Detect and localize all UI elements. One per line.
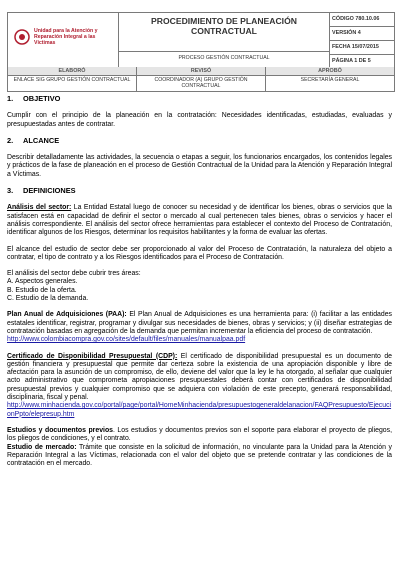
unidad-victimas-logo-icon [14,29,30,45]
definition-text: El Plan Anual de Adquisiciones es una herramienta para: (i) facilitar a las entidades estatales identificar, registrar, programar y divulgar sus necesidades de bienes, obras y servicios; y (ii) diseñar estrategias de contratación basadas en agregación de la demanda que permitan incrementar la eficiencia del proceso de contratación. [7,311,392,335]
list-item: C. Estudio de la demanda. [7,295,89,303]
paa-link[interactable]: http://www.colombiacompra.gov.co/sites/default/files/manuales/manualpaa.pdf [7,336,246,344]
document-date: FECHA 15/07/2015 [330,41,394,55]
sig-header-elaboro: ELABORÓ [8,67,137,76]
definition-analisis-sector [7,204,392,237]
document-version: VERSIÓN 4 [330,27,394,41]
document-header [7,12,395,68]
process-name: PROCESO GESTIÓN CONTRACTUAL [119,51,329,61]
sig-value-aprobo: SECRETARÍA GENERAL [300,77,360,83]
logo-text: Unidad para la Atención y Reparación Integral a las Víctimas [34,28,98,46]
definition-paa [7,311,392,344]
definition-term: Plan Anual de Adquisiciones (PAA): [7,311,127,319]
document-code: CÓDIGO 780.10.06 [330,13,394,27]
section-title: OBJETIVO [23,94,61,103]
definition-text: La Entidad Estatal luego de conocer su necesidad y de identificar los bienes, obras o servicios que la satisfacen está en capacidad de definir el sector o mercado al cual pertenecen tales bienes, obras o servicios y hacer el análisis correspondiente. El análisis del sector ofrece herramientas para establecer el contexto del Proceso de Contratación, identificar algunos de los Riesgos, determinar los requisitos habilitantes y la forma de evaluar las ofertas. [7,204,393,237]
definition-text: Trámite que consiste en la solicitud de información, no vinculante para la Unidad para la Atención y Reparación Integral a las Víctimas, relacionada con el valor del objeto que se pretende contratar y las condiciones de la contratación en el mercado. [7,443,392,468]
sig-header-reviso: REVISÓ [137,67,266,76]
areas-list [7,270,392,303]
alcance-estudio-text: El alcance del estudio de sector debe ser proporcionado al valor del Proceso de Contratación, la naturaleza del objeto a contratar, el tipo de contrato y a los Riesgos identificados para el Proceso de Contratación. [7,245,392,261]
objetivo-text: Cumplir con el principio de la planeación en la contratación: Necesidades identificadas, estudiadas, evaluadas y presupuestadas antes de contratar. [7,112,392,128]
definition-term: Estudio de mercado: [7,443,77,451]
definition-term: Certificado de Disponibilidad Presupuestal (CDP): [7,352,178,360]
section-number: 3. [7,186,14,196]
definition-cdp [7,353,392,419]
definition-estudios [7,427,392,444]
sig-value-elaboro: ENLACE SIG GRUPO GESTIÓN CONTRACTUAL [8,76,137,91]
document-title: PROCEDIMIENTO DE PLANEACIÓN CONTRACTUAL [151,16,297,36]
signature-table [7,67,395,92]
definition-term: Estudios y documentos previos [7,426,113,434]
section-definiciones-heading [7,187,392,195]
definition-text: . Los estudios y documentos previos son el soporte para elaborar el proyecto de pliegos, los pliegos de condiciones, y el contrato. [7,426,392,443]
title-cell [119,13,330,67]
section-number: 1. [7,94,14,103]
section-title: ALCANCE [23,135,60,145]
meta-cell [330,13,394,67]
section-alcance-heading [7,137,392,145]
section-number: 2. [7,135,14,145]
page-number: PÁGINA 1 DE 5 [332,58,371,64]
definition-text: El certificado de disponibilidad presupuestal es un documento de gestión financiera y presupuestal que permite dar certeza sobre la existencia de una apropiación disponible y libre de afectación para la asunción de un compromiso, de ello, deviene del valor que la ley le ha otorgado, al señalar que cualquier acto administrativo que comprometa apropiaciones presupuestales deberá contar con certificados de disponibilidad presupuestal previos y cualquier compromiso que se adquiera con violación de este precepto, generará responsabilidad, disciplinaria, fiscal y penal. [7,352,392,402]
list-item: B. Estudio de la oferta. [7,286,77,294]
document-body [7,95,392,476]
logo-cell [8,13,119,67]
definition-mercado [7,444,392,469]
list-item: A. Aspectos generales. [7,278,78,286]
cdp-link[interactable]: http://www.minhacienda.gov.co/portal/page/portal/HomeMinhacienda/presupuestogeneraldelanacion/FAQPresupuesto/EjecucionPpto/elepresup.htm [7,402,392,418]
definition-term: Análisis del sector: [7,204,72,212]
sig-value-reviso: COORDINADOR (A) GRUPO GESTIÓN CONTRACTUAL [137,76,266,91]
sig-header-aprobo: APROBÓ [266,67,394,76]
section-objetivo-heading [7,95,392,103]
areas-intro: El análisis del sector debe cubrir tres áreas: [7,270,141,278]
section-title: DEFINICIONES [23,186,76,196]
alcance-text: Describir detalladamente las actividades, la secuencia o etapas a seguir, los funcionarios encargados, los contenidos legales y prácticos de la fase de planeación en el proceso de Gestión Contractual de la Unidad para la Atención y Reparación Integral a Víctimas. [7,154,392,178]
